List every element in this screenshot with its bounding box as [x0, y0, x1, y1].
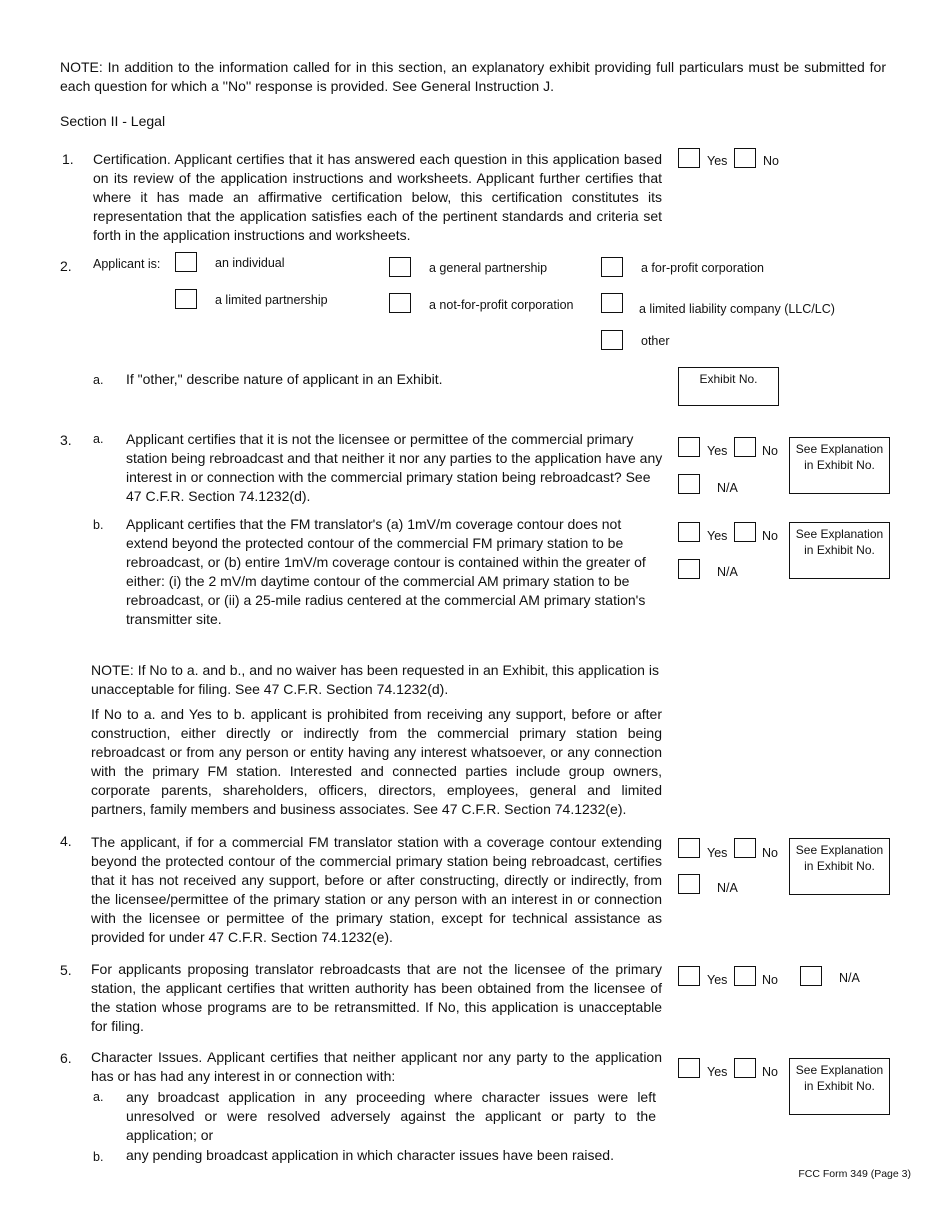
q3-note-prohibited: If No to a. and Yes to b. applicant is prohibited from receiving any support, before or after construction, either directly or indirectly from the commercial primary station being rebroadcast or from any person or entity having any interest whatsoever, or any connection with the primary FM station. Interested and connected parties include group owners, corporate parents, shareholders, officers, directors, employees, general and limited partners, family members and business associates. See 47 C.F.R. Section 74.1232(e). — [91, 706, 662, 817]
q3a-no-checkbox[interactable] — [734, 437, 756, 457]
q2-llc-checkbox[interactable] — [601, 293, 623, 313]
q5-no-label: No — [762, 973, 778, 987]
q6-yes-label: Yes — [707, 1065, 728, 1079]
q2-individual-checkbox[interactable] — [175, 252, 197, 272]
q6-number: 6. — [60, 1050, 72, 1066]
q4-yes-checkbox[interactable] — [678, 838, 700, 858]
q3-number: 3. — [60, 432, 72, 448]
q6b-text: any pending broadcast application in which character issues have been raised. — [126, 1147, 614, 1163]
section-title: Section II - Legal — [60, 113, 166, 129]
q2-llc-label: a limited liability company (LLC/LC) — [639, 302, 835, 316]
q3b-na-checkbox[interactable] — [678, 559, 700, 579]
q6-lead: Character Issues. — [91, 1049, 203, 1065]
q3a-explanation-box[interactable] — [789, 437, 890, 494]
page-footer: FCC Form 349 (Page 3) — [798, 1168, 911, 1180]
q6-explanation-label-2: in Exhibit No. — [804, 1079, 875, 1093]
q2-for-profit-label: a for-profit corporation — [641, 261, 764, 275]
q1-no-label: No — [763, 154, 779, 168]
q1-lead: Certification. — [93, 151, 171, 167]
q3a-label: a. — [93, 432, 104, 446]
q3a-explanation-label-1: See Explanation — [795, 442, 884, 456]
q6-explanation-label-1: See Explanation — [795, 1063, 884, 1077]
q1-yes-label: Yes — [707, 154, 728, 168]
q2-general-partnership-label: a general partnership — [429, 261, 548, 275]
q4-explanation-box[interactable] — [789, 838, 890, 895]
q6-body: Applicant certifies that neither applicant nor any party to the application has or has had any interest in or connection with: — [91, 1049, 663, 1084]
q2a-exhibit-label: Exhibit No. — [699, 372, 758, 386]
q4-explanation-label-1: See Explanation — [795, 843, 884, 857]
q5-na-label: N/A — [839, 971, 860, 985]
q3b-explanation-label-1: See Explanation — [795, 527, 884, 541]
q6-no-label: No — [762, 1065, 778, 1079]
q2a-text: If "other," describe nature of applicant in an Exhibit. — [126, 371, 443, 387]
q6-yes-checkbox[interactable] — [678, 1058, 700, 1078]
q3b-yes-checkbox[interactable] — [678, 522, 700, 542]
q1-body: Applicant certifies that it has answered each question in this application based on its review of the application instructions and worksheets. Applicant further certifies that where it has made an affirmative certification below, this certification constitutes its representation that the application satisfies each of the pertinent standards and criteria set forth in the application instructions and worksheets. — [93, 151, 662, 243]
q4-explanation-label-2: in Exhibit No. — [804, 859, 875, 873]
q2-limited-partnership-label: a limited partnership — [215, 293, 328, 307]
q3-note-unacceptable: NOTE: If No to a. and b., and no waiver has been requested in an Exhibit, this application is unacceptable for filing. See 47 C.F.R. Section 74.1232(d). — [91, 662, 659, 697]
q3a-explanation-label-2: in Exhibit No. — [804, 458, 875, 472]
q3a-no-label: No — [762, 444, 778, 458]
q3a-na-label: N/A — [717, 481, 738, 495]
q6a-label: a. — [93, 1090, 104, 1104]
q2-other-label: other — [641, 334, 670, 348]
q2-for-profit-checkbox[interactable] — [601, 257, 623, 277]
q3b-yes-label: Yes — [707, 529, 728, 543]
q1-number: 1. — [62, 151, 74, 167]
q1-text — [93, 150, 662, 245]
q4-number: 4. — [60, 833, 72, 849]
q2-label: Applicant is: — [93, 257, 161, 271]
q3a-text: Applicant certifies that it is not the licensee or permittee of the commercial primary station being rebroadcast and that neither it nor any parties to the application have any interest in or connection with the commercial primary station being rebroadcast? See 47 C.F.R. Section 74.1232(d). — [126, 431, 663, 504]
q2a-exhibit-box[interactable] — [678, 367, 779, 406]
q2-general-partnership-checkbox[interactable] — [389, 257, 411, 277]
q1-no-checkbox[interactable] — [734, 148, 756, 168]
q1-yes-checkbox[interactable] — [678, 148, 700, 168]
q4-text: The applicant, if for a commercial FM translator station with a coverage contour extending beyond the protected contour of the commercial primary station being rebroadcast, certifies that it has not received any support, before or after constructing, directly or indirectly, from the licensee/permittee of the primary station or any person with an interest in or connection with the licensee or permittee of the primary station, except for technical assistance as provided for under 47 C.F.R. Section 74.1232(e). — [91, 834, 662, 945]
q5-yes-checkbox[interactable] — [678, 966, 700, 986]
q6-explanation-box[interactable] — [789, 1058, 890, 1115]
q3b-no-checkbox[interactable] — [734, 522, 756, 542]
q2-other-checkbox[interactable] — [601, 330, 623, 350]
q5-number: 5. — [60, 962, 72, 978]
q5-body: For applicants proposing translator rebroadcasts that are not the licensee of the primary station, the applicant certifies that written authority has been obtained from the licensee of the station whose programs are to be retransmitted. — [91, 961, 662, 1015]
q4-yes-label: Yes — [707, 846, 728, 860]
q2-limited-partnership-checkbox[interactable] — [175, 289, 197, 309]
q5-na-checkbox[interactable] — [800, 966, 822, 986]
q5-tail: If No, this application is unacceptable for filing. — [91, 999, 663, 1034]
q3a-na-checkbox[interactable] — [678, 474, 700, 494]
q4-no-label: No — [762, 846, 778, 860]
q2-not-for-profit-checkbox[interactable] — [389, 293, 411, 313]
q3b-text: Applicant certifies that the FM translator's (a) 1mV/m coverage contour does not extend beyond the protected contour of the commercial FM primary station to be rebroadcast, or (b) entire 1mV/m coverage contour is contained within the greater of either: (i) the 2 mV/m daytime contour of the commercial AM primary station to be rebroadcast, or (ii) a 25-mile radius centered at the commercial AM primary station's transmitter site. — [126, 516, 646, 627]
q2-individual-label: an individual — [215, 256, 285, 270]
q3b-na-label: N/A — [717, 565, 738, 579]
top-note: NOTE: In addition to the information called for in this section, an explanatory exhibit providing full particulars must be submitted for each question for which a ''No'' response is provided. See General Instruction J. — [60, 59, 886, 94]
q3b-label: b. — [93, 518, 104, 532]
q3a-yes-checkbox[interactable] — [678, 437, 700, 457]
q5-no-checkbox[interactable] — [734, 966, 756, 986]
q3a-yes-label: Yes — [707, 444, 728, 458]
q5-yes-label: Yes — [707, 973, 728, 987]
q6-no-checkbox[interactable] — [734, 1058, 756, 1078]
q2a-label: a. — [93, 373, 104, 387]
q2-number: 2. — [60, 258, 72, 274]
q6b-label: b. — [93, 1150, 104, 1164]
q2-not-for-profit-label: a not-for-profit corporation — [429, 298, 574, 312]
q4-na-label: N/A — [717, 881, 738, 895]
q3b-explanation-box[interactable] — [789, 522, 890, 579]
q5-text — [91, 960, 662, 1036]
q4-na-checkbox[interactable] — [678, 874, 700, 894]
q3b-explanation-label-2: in Exhibit No. — [804, 543, 875, 557]
q4-no-checkbox[interactable] — [734, 838, 756, 858]
q6-text — [91, 1048, 662, 1086]
q3b-no-label: No — [762, 529, 778, 543]
q6a-text: any broadcast application in any proceeding where character issues were left unresolved or were resolved adversely against the applicant or party to the application; or — [126, 1089, 656, 1143]
